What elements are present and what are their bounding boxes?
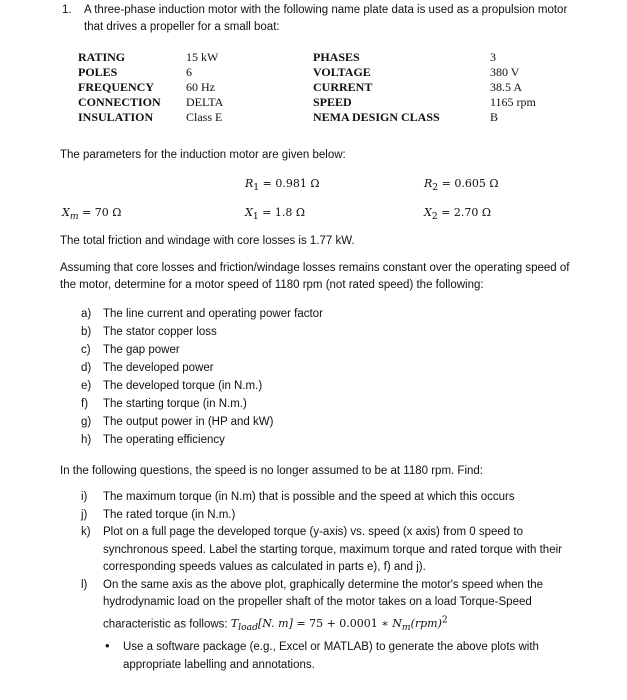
list-marker: c): [81, 344, 91, 356]
question-number: 1.: [62, 4, 72, 16]
eq-superscript: 2: [441, 614, 448, 626]
intro-line-1: A three-phase induction motor with the following name plate data is used as a propulsion motor: [84, 4, 568, 16]
list-marker: g): [81, 416, 92, 428]
nameplate-row: [78, 65, 223, 80]
list-text: The stator copper loss: [103, 326, 217, 338]
param-subscript: 1: [253, 182, 260, 194]
nameplate-row: [313, 110, 536, 125]
param-symbol: R: [245, 177, 254, 190]
param-symbol: X: [62, 206, 70, 219]
nameplate-row: [313, 95, 536, 110]
nameplate-row: [78, 50, 223, 65]
nameplate-value: Class E: [186, 110, 223, 124]
param-value: = 2.70 Ω: [437, 206, 491, 219]
nameplate-value: 38.5 A: [490, 80, 523, 94]
list-item: [81, 377, 323, 395]
nameplate-value: B: [490, 110, 499, 124]
list-text: The developed torque (in N.m.): [103, 380, 263, 392]
list-item: [81, 524, 562, 577]
eq-unit: (rpm): [410, 617, 442, 631]
eq-unit: [N. m]: [257, 617, 293, 631]
nameplate-value: 60 Hz: [186, 80, 215, 94]
list-text: hydrodynamic load on the propeller shaft of the motor takes on a load Torque-Speed: [103, 596, 532, 608]
nameplate-row: [313, 50, 536, 65]
bullet-item: [105, 638, 539, 674]
nameplate-value: DELTA: [186, 95, 224, 109]
param-r1: [245, 177, 319, 193]
list-text: The starting torque (in N.m.): [103, 398, 247, 410]
nameplate-left-table: [78, 50, 223, 125]
list-text: The maximum torque (in N.m) that is possible and the speed at which this occurs: [103, 491, 515, 503]
nameplate-label: NEMA DESIGN CLASS: [313, 110, 440, 124]
nameplate-label: POLES: [78, 65, 118, 79]
list-marker: i): [81, 491, 88, 503]
nameplate-row: [78, 95, 223, 110]
list-marker: b): [81, 326, 92, 338]
list-text: The developed power: [103, 362, 214, 374]
nameplate-label: RATING: [78, 50, 126, 64]
list-text: Plot on a full page the developed torque (y-axis) vs. speed (x axis) from 0 speed to: [103, 526, 523, 538]
list-text: The line current and operating power factor: [103, 308, 323, 320]
followup-intro: In the following questions, the speed is no longer assumed to be at 1180 rpm. Find:: [60, 465, 483, 477]
load-torque-equation: [230, 614, 448, 634]
eq-symbol: T: [230, 617, 239, 631]
nameplate-row: [313, 80, 536, 95]
list-item: [81, 323, 323, 341]
eq-subscript: m: [401, 622, 411, 634]
nameplate-label: SPEED: [313, 95, 352, 109]
list-marker: f): [81, 398, 89, 410]
list-text: synchronous speed. Label the starting torque, maximum torque and rated torque with their: [103, 543, 562, 556]
list-marker: k): [81, 526, 91, 538]
nameplate-label: CURRENT: [313, 80, 373, 94]
list-text: The operating efficiency: [103, 434, 225, 446]
parts-i-l-list: [81, 489, 562, 637]
nameplate-label: CONNECTION: [78, 95, 161, 109]
param-r2: [424, 177, 498, 193]
param-value: = 0.981 Ω: [259, 177, 320, 190]
param-symbol: X: [245, 206, 253, 219]
param-value: = 0.605 Ω: [438, 177, 499, 190]
nameplate-value: 6: [186, 65, 192, 79]
nameplate-value: 3: [490, 50, 496, 64]
parts-a-h-list: [81, 305, 323, 449]
nameplate-value: 15 kW: [186, 50, 219, 64]
list-item: [81, 507, 562, 525]
param-x2: [424, 206, 491, 222]
list-item: [81, 413, 323, 431]
list-item: [81, 341, 323, 359]
nameplate-value: 380 V: [490, 65, 520, 79]
param-symbol: X: [424, 206, 432, 219]
bullet-text: appropriate labelling and annotations.: [123, 659, 315, 671]
nameplate-label: PHASES: [313, 50, 360, 64]
eq-subscript: load: [238, 622, 258, 634]
list-marker: j): [81, 508, 88, 521]
list-marker: h): [81, 434, 92, 446]
nameplate-row: [313, 65, 536, 80]
nameplate-right-table: [313, 50, 536, 125]
eq-rest: = 75 + 0.0001 ∗: [292, 617, 393, 631]
assume-line-2: the motor, determine for a motor speed of 1180 rpm (not rated speed) the following:: [60, 279, 484, 291]
params-intro: The parameters for the induction motor are given below:: [60, 149, 346, 161]
nameplate-label: INSULATION: [78, 110, 154, 124]
intro-line-2: that drives a propeller for a small boat:: [84, 21, 280, 33]
nameplate-row: [78, 110, 223, 125]
list-marker: l): [81, 578, 88, 591]
nameplate-label: FREQUENCY: [78, 80, 155, 94]
bullet-text: Use a software package (e.g., Excel or MATLAB) to generate the above plots with: [123, 641, 539, 653]
list-item: [81, 395, 323, 413]
list-item: [81, 577, 562, 637]
list-marker: d): [81, 362, 92, 374]
nameplate-label: VOLTAGE: [313, 65, 371, 79]
list-item: [81, 489, 562, 507]
bullet-icon: •: [105, 638, 110, 653]
param-subscript: m: [69, 211, 79, 223]
param-subscript: 2: [432, 182, 439, 194]
list-text: The gap power: [103, 344, 180, 356]
eq-symbol: N: [392, 617, 402, 631]
param-value: = 70 Ω: [78, 206, 122, 219]
list-text: The rated torque (in N.m.): [103, 508, 236, 521]
losses-text: The total friction and windage with core losses is 1.77 kW.: [60, 235, 355, 247]
list-text: The output power in (HP and kW): [103, 416, 274, 428]
list-text: characteristic as follows:: [103, 618, 231, 631]
list-text: On the same axis as the above plot, graphically determine the motor's speed when the: [103, 578, 544, 591]
param-subscript: 2: [431, 211, 438, 223]
param-subscript: 1: [252, 211, 259, 223]
param-value: = 1.8 Ω: [258, 206, 305, 219]
list-marker: e): [81, 380, 92, 392]
list-item: [81, 305, 323, 323]
param-x1: [245, 206, 305, 222]
list-item: [81, 431, 323, 449]
param-symbol: R: [424, 177, 433, 190]
param-xm: [62, 206, 121, 222]
list-text: corresponding speeds values as calculated in parts e), f) and j).: [103, 561, 426, 573]
nameplate-row: [78, 80, 223, 95]
assume-line-1: Assuming that core losses and friction/windage losses remains constant over the operating speed of: [60, 262, 570, 274]
list-marker: a): [81, 308, 92, 320]
nameplate-value: 1165 rpm: [490, 95, 536, 109]
list-item: [81, 359, 323, 377]
